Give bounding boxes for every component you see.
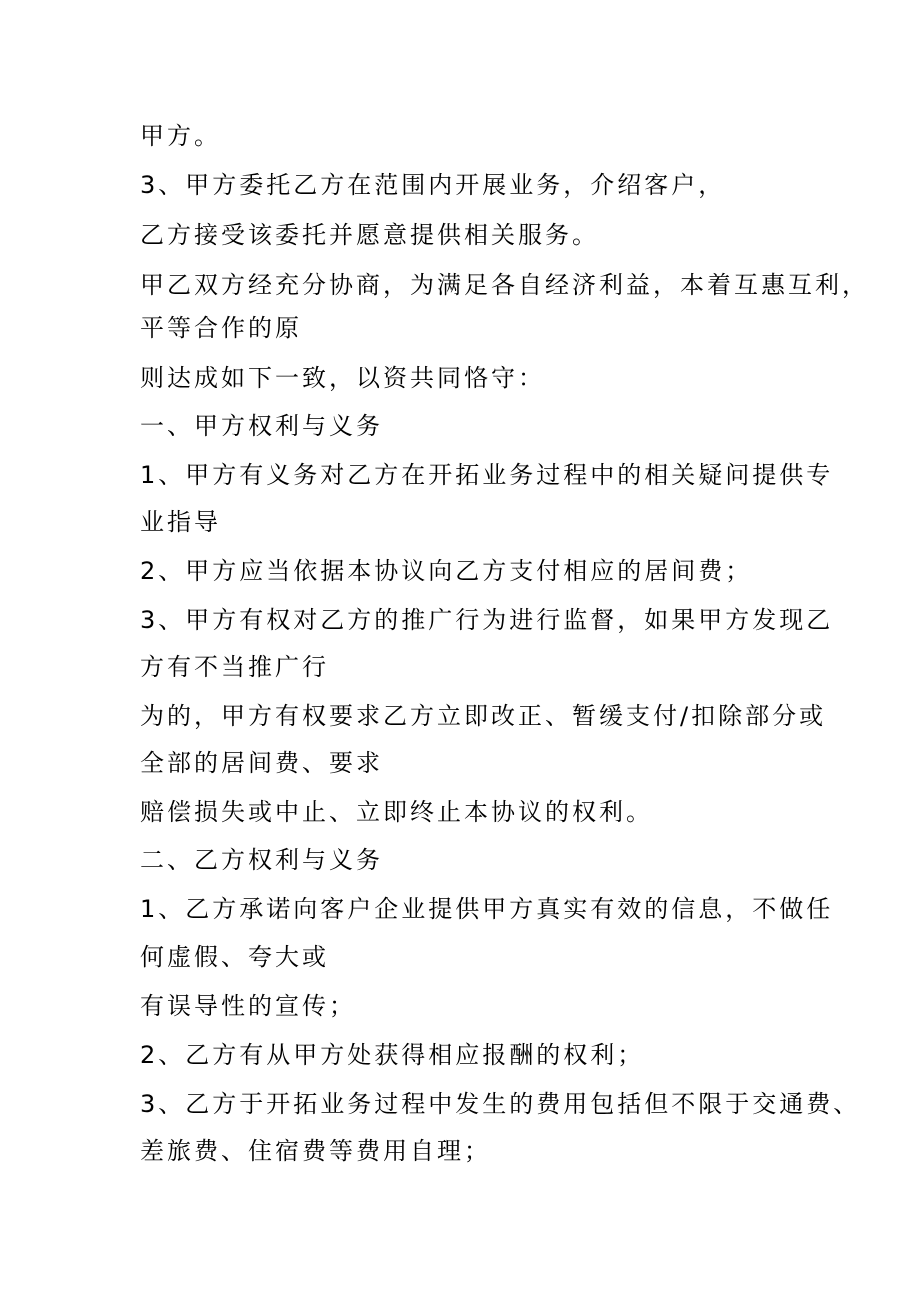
text-line-10: 2、甲方应当依据本协议向乙方支付相应的居间费； <box>140 557 753 585</box>
text-line-19: 有误导性的宣传； <box>140 992 356 1020</box>
text-line-15: 赔偿损失或中止、立即终止本协议的权利。 <box>140 798 653 826</box>
text-line-3: 乙方接受该委托并愿意提供相关服务。 <box>140 221 599 249</box>
text-line-17: 1、乙方承诺向客户企业提供甲方真实有效的信息，不做任 <box>140 895 834 923</box>
text-line-13: 为的，甲方有权要求乙方立即改正、暂缓支付/扣除部分或 <box>140 702 827 730</box>
text-line-18: 何虚假、夸大或 <box>140 943 329 971</box>
text-line-1: 甲方。 <box>140 122 221 150</box>
text-line-5: 平等合作的原 <box>140 314 302 342</box>
text-line-14: 全部的居间费、要求 <box>140 749 383 777</box>
text-line-20: 2、乙方有从甲方处获得相应报酬的权利； <box>140 1041 645 1069</box>
section-heading-party-b: 二、乙方权利与义务 <box>140 846 383 874</box>
text-line-12: 方有不当推广行 <box>140 653 329 681</box>
text-line-21: 3、乙方于开拓业务过程中发生的费用包括但不限于交通费、 <box>140 1090 861 1118</box>
text-line-6: 则达成如下一致，以资共同恪守： <box>140 364 545 392</box>
section-heading-party-a: 一、甲方权利与义务 <box>140 412 383 440</box>
text-line-22: 差旅费、住宿费等费用自理； <box>140 1137 491 1165</box>
text-line-2: 3、甲方委托乙方在范围内开展业务，介绍客户， <box>140 171 726 199</box>
text-line-11: 3、甲方有权对乙方的推广行为进行监督，如果甲方发现乙 <box>140 606 834 634</box>
text-line-9: 业指导 <box>140 508 221 536</box>
text-line-4: 甲乙双方经充分协商，为满足各自经济利益，本着互惠互利， <box>140 271 869 299</box>
text-line-8: 1、甲方有义务对乙方在开拓业务过程中的相关疑问提供专 <box>140 461 834 489</box>
